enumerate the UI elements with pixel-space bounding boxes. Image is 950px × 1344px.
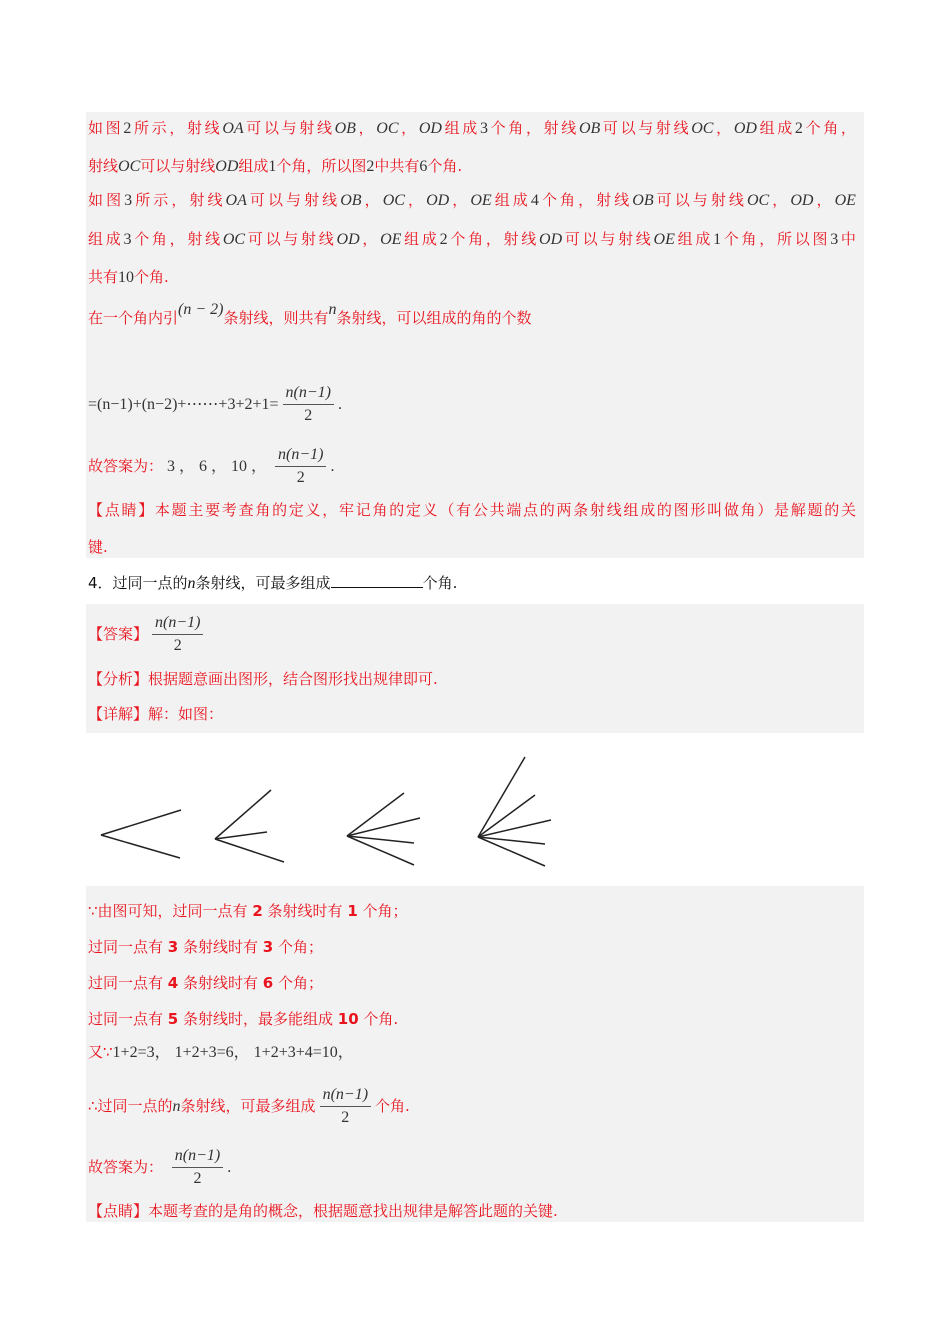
math-segment: OC bbox=[222, 231, 246, 248]
text-segment: 【点睛】本题考查的是角的概念，根据题意找出规律是解答此题的关键. bbox=[88, 1202, 558, 1220]
math-segment: . bbox=[330, 458, 335, 475]
text-segment: 可以与射线 bbox=[600, 119, 692, 137]
line-p2c bbox=[88, 267, 169, 288]
line-det bbox=[88, 704, 223, 724]
line-p2b bbox=[88, 229, 856, 249]
line-s5 bbox=[88, 1042, 354, 1063]
numerator: n(n−1) bbox=[320, 1084, 371, 1107]
math-segment: OB bbox=[632, 192, 654, 209]
math-segment: 6 bbox=[419, 158, 428, 175]
text-segment: ∴过同一点的 bbox=[88, 1097, 173, 1115]
text-segment: 组成 bbox=[441, 119, 480, 137]
text-segment: 5 bbox=[167, 1010, 179, 1028]
ray-fig4 bbox=[478, 837, 545, 844]
text-segment: 中 bbox=[838, 230, 856, 248]
math-segment: OC bbox=[746, 192, 770, 209]
text-segment: 3 bbox=[167, 938, 179, 956]
line-ans bbox=[88, 612, 207, 657]
text-segment: 条射线时有 bbox=[178, 938, 263, 956]
text-segment: 组成 bbox=[756, 119, 795, 137]
math-segment: OE bbox=[834, 192, 856, 209]
denominator: 2 bbox=[296, 469, 305, 486]
line-p6b bbox=[88, 537, 108, 557]
text-segment: ， bbox=[713, 119, 734, 137]
line-p1b bbox=[88, 156, 462, 177]
math-segment: . bbox=[227, 1159, 232, 1176]
text-segment: 条射线，可最多组成 bbox=[180, 1097, 316, 1115]
text-segment: 可以与射线 bbox=[243, 119, 335, 137]
math-segment: . bbox=[337, 396, 342, 413]
math-segment: OE bbox=[470, 192, 492, 209]
numerator: n(n−1) bbox=[172, 1145, 223, 1168]
fraction bbox=[152, 612, 203, 657]
text-segment: 条射线，可最多组成 bbox=[195, 574, 331, 592]
text-segment: 个角. bbox=[358, 1010, 399, 1028]
text-segment: 个角. bbox=[427, 157, 463, 175]
math-segment: 3 bbox=[830, 231, 839, 248]
text-segment: 射线 bbox=[88, 157, 119, 175]
ray-fig3 bbox=[347, 836, 414, 843]
text-segment: 条射线时有 bbox=[178, 974, 263, 992]
denominator: 2 bbox=[304, 407, 313, 424]
text-segment: 个角. bbox=[375, 1097, 410, 1115]
ray-fig2 bbox=[215, 790, 271, 839]
answer-blank bbox=[331, 573, 423, 588]
text-segment: 组成 bbox=[401, 230, 440, 248]
line-s1 bbox=[88, 901, 408, 921]
math-segment: OD bbox=[215, 158, 239, 175]
line-p5 bbox=[88, 444, 334, 489]
fraction bbox=[283, 382, 334, 427]
line-p6a bbox=[88, 500, 856, 520]
text-segment: 1 bbox=[347, 902, 358, 920]
text-segment: ， bbox=[449, 191, 471, 209]
text-segment: 组成 bbox=[674, 230, 714, 248]
text-segment: 过同一点有 bbox=[88, 974, 168, 992]
math-segment: OB bbox=[340, 192, 362, 209]
text-segment: ， bbox=[361, 191, 383, 209]
math-segment: 3 bbox=[479, 120, 488, 137]
ray-fig4 bbox=[478, 757, 525, 837]
text-segment: ， bbox=[355, 119, 377, 137]
text-segment: ， bbox=[769, 191, 791, 209]
text-segment: 可以与射线 bbox=[562, 230, 654, 248]
text-segment: 个角，所以图 bbox=[721, 230, 831, 248]
text-segment: 过同一点有 bbox=[88, 1010, 168, 1028]
math-segment: OA bbox=[225, 192, 247, 209]
math-segment: n bbox=[187, 575, 196, 592]
line-p1a bbox=[88, 118, 856, 138]
math-segment: 1+2=3， 1+2+3=6， 1+2+3+4=10， bbox=[112, 1044, 354, 1061]
math-segment: OE bbox=[653, 231, 675, 248]
math-segment: 1 bbox=[268, 158, 277, 175]
text-segment: ∵由图可知，过同一点有 bbox=[88, 902, 253, 920]
text-segment: 【分析】根据题意画出图形，结合图形找出规律即可. bbox=[88, 670, 438, 688]
math-segment: OD bbox=[426, 192, 450, 209]
ray-fig1 bbox=[101, 835, 180, 858]
math-segment: 3 bbox=[124, 192, 133, 209]
text-segment: ， bbox=[813, 191, 835, 209]
text-segment: 个角； bbox=[273, 938, 323, 956]
fraction bbox=[320, 1084, 371, 1129]
text-segment: 所示，射线 bbox=[132, 191, 226, 209]
text-segment: 故答案为： bbox=[88, 457, 164, 475]
text-segment: 条射线时有 bbox=[262, 902, 348, 920]
text-segment: 个角； bbox=[273, 974, 323, 992]
numerator: n(n−1) bbox=[275, 444, 326, 467]
text-segment: ， bbox=[359, 230, 381, 248]
math-segment: (n − 2) bbox=[178, 301, 224, 318]
math-segment: 4 bbox=[530, 192, 539, 209]
line-ana bbox=[88, 669, 438, 689]
math-segment: 3 ， 6 ， 10 ， bbox=[163, 458, 272, 475]
text-segment: 个角，射线 bbox=[538, 191, 633, 209]
rays-figure bbox=[86, 733, 612, 886]
math-segment: OD bbox=[336, 231, 360, 248]
text-segment: 又∵ bbox=[88, 1043, 113, 1061]
fraction bbox=[275, 444, 326, 489]
text-segment: 键. bbox=[88, 538, 108, 556]
math-segment: OD bbox=[733, 120, 757, 137]
denominator: 2 bbox=[341, 1109, 350, 1126]
text-segment: 2 bbox=[252, 902, 263, 920]
math-segment: 1 bbox=[713, 231, 722, 248]
text-segment: 如图 bbox=[88, 119, 124, 137]
line-p3 bbox=[88, 301, 532, 329]
text-segment: ， bbox=[404, 191, 427, 209]
text-segment: ， bbox=[398, 119, 419, 137]
text-segment: 条射线时，最多能组成 bbox=[178, 1010, 338, 1028]
text-segment: 个角， bbox=[802, 119, 856, 137]
solution-panel-1 bbox=[86, 112, 864, 558]
line-p4 bbox=[88, 382, 342, 427]
line-s3 bbox=[88, 973, 323, 993]
line-p2a bbox=[88, 190, 856, 210]
text-segment: 个角. bbox=[422, 574, 458, 592]
line-s4 bbox=[88, 1009, 398, 1029]
text-segment: 组成 bbox=[88, 230, 124, 248]
math-segment: OD bbox=[790, 192, 814, 209]
text-segment: 组成 bbox=[491, 191, 531, 209]
text-segment: 在一个角内引 bbox=[88, 309, 179, 327]
math-segment: OC bbox=[376, 120, 399, 137]
math-segment: 3 bbox=[123, 231, 132, 248]
ray-fig3 bbox=[347, 836, 414, 865]
line-s6 bbox=[88, 1084, 410, 1129]
math-segment: OC bbox=[382, 192, 405, 209]
text-segment: 4．过同一点的 bbox=[88, 574, 188, 592]
text-segment: 可以与射线 bbox=[140, 157, 216, 175]
math-segment: OE bbox=[380, 231, 402, 248]
text-segment: 个角； bbox=[357, 902, 408, 920]
text-segment: 【点睛】本题主要考查角的定义，牢记角的定义（有公共端点的两条射线组成的图形叫做角）是解题的关 bbox=[88, 501, 856, 519]
math-segment: =(n−1)+(n−2)+⋯⋯+3+2+1= bbox=[88, 396, 279, 413]
text-segment: 如图 bbox=[88, 191, 125, 209]
text-segment: 可以与射线 bbox=[246, 191, 341, 209]
line-s2 bbox=[88, 937, 323, 957]
math-segment: OC bbox=[118, 158, 141, 175]
text-segment: 个角，射线 bbox=[487, 119, 579, 137]
text-segment: 中共有 bbox=[374, 157, 420, 175]
text-segment: 可以与射线 bbox=[653, 191, 747, 209]
line-s7 bbox=[88, 1145, 231, 1190]
text-segment: 过同一点有 bbox=[88, 938, 168, 956]
math-segment: OD bbox=[418, 120, 442, 137]
ray-fig1 bbox=[101, 810, 181, 835]
numerator: n(n−1) bbox=[283, 382, 334, 405]
text-segment: 【答案】 bbox=[88, 625, 149, 643]
text-segment: 可以与射线 bbox=[245, 230, 337, 248]
math-segment: 2 bbox=[123, 120, 132, 137]
math-segment: 2 bbox=[794, 120, 803, 137]
math-segment: 10 bbox=[118, 269, 135, 286]
math-segment: OA bbox=[222, 120, 244, 137]
text-segment: 共有 bbox=[88, 268, 119, 286]
numerator: n(n−1) bbox=[152, 612, 203, 635]
text-segment: 个角，所以图 bbox=[276, 157, 367, 175]
text-segment: 4 bbox=[167, 974, 179, 992]
text-segment: 个角，射线 bbox=[447, 230, 540, 248]
text-segment: 【详解】解：如图： bbox=[88, 705, 224, 723]
text-segment: 条射线，则共有 bbox=[223, 309, 329, 327]
math-segment: n bbox=[172, 1098, 181, 1115]
line-s8 bbox=[88, 1201, 558, 1221]
line-q4 bbox=[88, 573, 457, 594]
math-segment: n bbox=[328, 301, 337, 318]
text-segment: 10 bbox=[337, 1010, 359, 1028]
ray-fig2 bbox=[215, 839, 284, 862]
text-segment: 条射线，可以组成的角的个数 bbox=[336, 309, 532, 327]
text-segment: 个角，射线 bbox=[131, 230, 223, 248]
math-segment: 2 bbox=[439, 231, 448, 248]
text-segment: 故答案为： bbox=[88, 1158, 168, 1176]
text-segment: 3 bbox=[262, 938, 274, 956]
denominator: 2 bbox=[173, 637, 182, 654]
math-segment: 2 bbox=[366, 158, 375, 175]
denominator: 2 bbox=[193, 1170, 202, 1187]
math-segment: OB bbox=[578, 120, 601, 137]
math-segment: OC bbox=[691, 120, 714, 137]
fraction bbox=[172, 1145, 223, 1190]
text-segment: 组成 bbox=[238, 157, 269, 175]
text-segment: 个角. bbox=[134, 268, 169, 286]
text-segment: 所示，射线 bbox=[131, 119, 223, 137]
math-segment: OD bbox=[539, 231, 563, 248]
text-segment: 6 bbox=[262, 974, 274, 992]
ray-fig4 bbox=[478, 837, 545, 866]
math-segment: OB bbox=[334, 120, 356, 137]
